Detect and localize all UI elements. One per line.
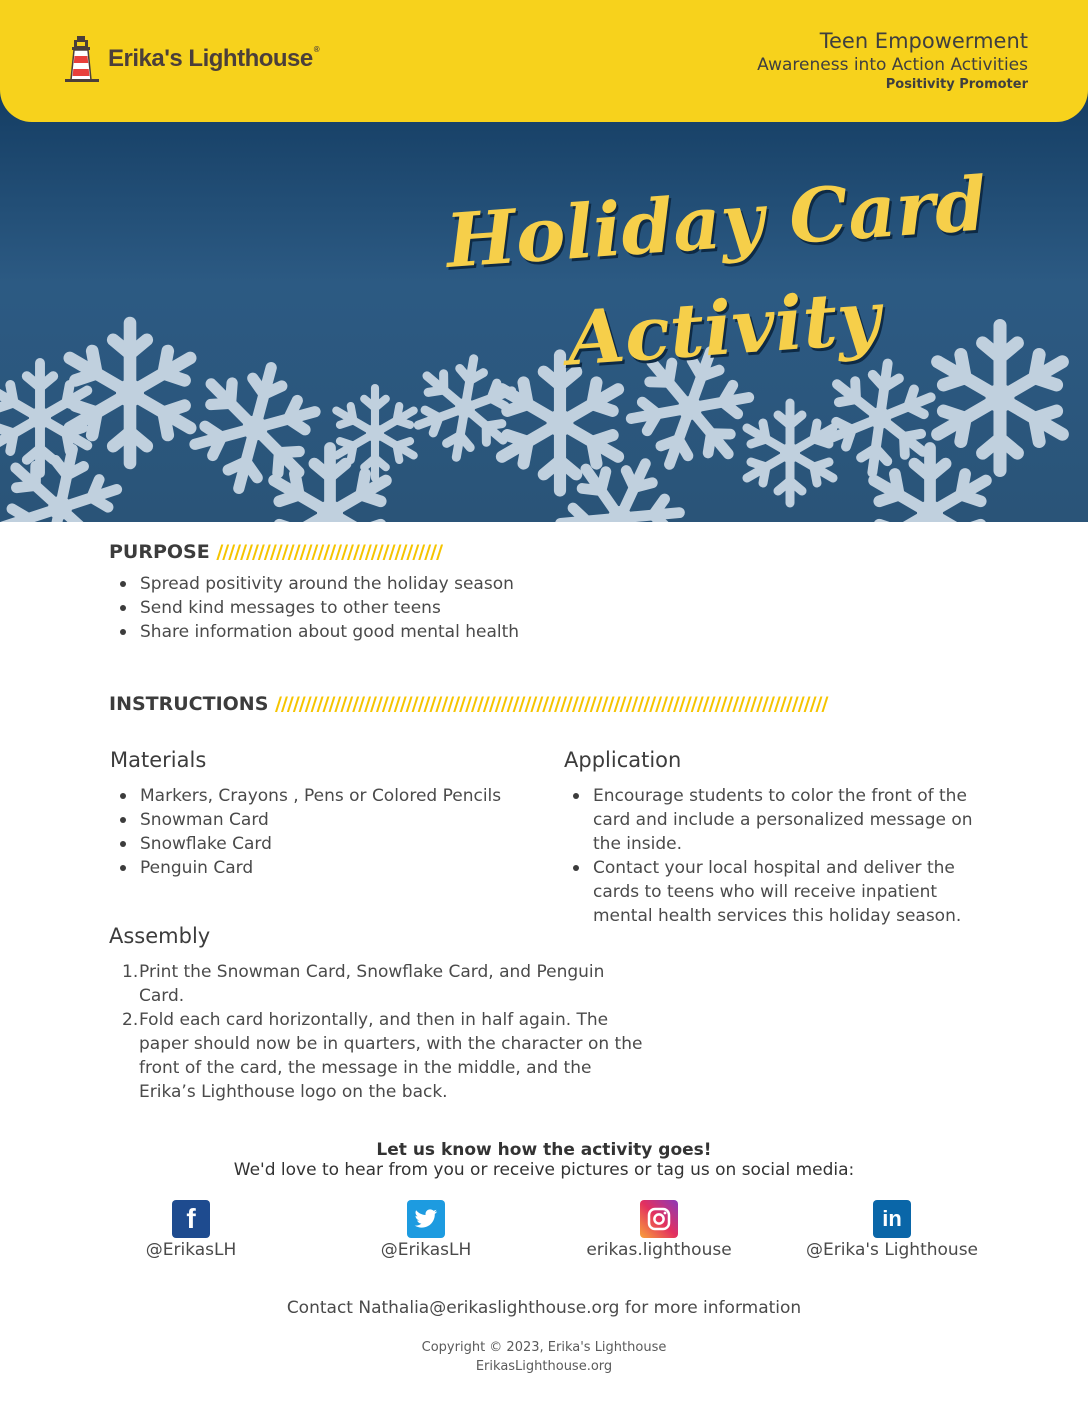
- cta-heading: Let us know how the activity goes!: [376, 1140, 712, 1160]
- call-to-action: [0, 1140, 1088, 1180]
- linkedin-icon[interactable]: in: [873, 1200, 911, 1238]
- header-subtitle: Awareness into Action Activities: [757, 55, 1028, 75]
- social-instagram[interactable]: [539, 1200, 779, 1260]
- copyright-block: [0, 1338, 1088, 1376]
- assembly-heading: Assembly: [109, 924, 211, 948]
- twitter-icon[interactable]: [407, 1200, 445, 1238]
- instructions-slash-rule: /////////////////////////////////////////////////////////////////////////////////////////////: [275, 693, 828, 715]
- instagram-icon[interactable]: [640, 1200, 678, 1238]
- list-item: Penguin Card: [110, 856, 530, 880]
- list-item: 1. Print the Snowman Card, Snowflake Card, and Penguin Card.: [122, 962, 605, 1006]
- hero-title: [433, 151, 1006, 402]
- header-title: Teen Empowerment: [819, 29, 1028, 53]
- website-link[interactable]: ErikasLighthouse.org: [475, 1359, 613, 1374]
- social-handle[interactable]: @ErikasLH: [145, 1240, 237, 1260]
- purpose-heading: [109, 541, 539, 563]
- header-tag: Positivity Promoter: [885, 77, 1028, 92]
- application-list: [563, 784, 988, 928]
- lighthouse-icon: [62, 34, 102, 84]
- list-item: Share information about good mental health: [110, 620, 519, 644]
- materials-heading: Materials: [110, 748, 207, 772]
- social-handle[interactable]: @ErikasLH: [380, 1240, 472, 1260]
- list-item: Snowman Card: [110, 808, 530, 832]
- contact-line: [0, 1298, 1088, 1318]
- list-item: Markers, Crayons , Pens or Colored Pencils: [110, 784, 530, 808]
- social-facebook[interactable]: [71, 1200, 311, 1260]
- hero-title-line2: Activity: [564, 275, 883, 383]
- social-twitter[interactable]: [306, 1200, 546, 1260]
- list-item: Snowflake Card: [110, 832, 530, 856]
- erikas-lighthouse-logo: Erika's Lighthouse®: [62, 34, 319, 84]
- list-item-text: Fold each card horizontally, and then in half again. The paper should now be in quarters, with the character on the front of the card, the message in the middle, and the Erika’s Lighthouse logo on the back.: [139, 1010, 643, 1102]
- hero-banner: [0, 88, 1088, 522]
- social-handle[interactable]: erikas.lighthouse: [586, 1240, 732, 1260]
- purpose-list: [110, 572, 519, 644]
- copyright-text: Copyright © 2023, Erika's Lighthouse: [421, 1340, 667, 1355]
- assembly-list: [109, 960, 649, 1104]
- hero-title-line1: Holiday Card: [443, 161, 990, 285]
- page-header: [0, 0, 1088, 122]
- contact-text[interactable]: Contact Nathalia@erikaslighthouse.org for more information: [286, 1298, 802, 1318]
- list-item-text: Print the Snowman Card, Snowflake Card, and Penguin Card.: [139, 962, 605, 1006]
- social-handle[interactable]: @Erika's Lighthouse: [805, 1240, 979, 1260]
- facebook-icon[interactable]: f: [172, 1200, 210, 1238]
- instructions-heading: [109, 693, 985, 715]
- list-item: 2. Fold each card horizontally, and then in half again. The paper should now be in quarters, with the character on the front of the card, the message in the middle, and the Erika’s Lighthouse logo on the back.: [122, 1010, 643, 1102]
- logo-text: Erika's Lighthouse: [108, 45, 313, 72]
- purpose-heading-text: PURPOSE: [109, 541, 210, 563]
- instructions-heading-text: INSTRUCTIONS: [109, 693, 269, 715]
- purpose-slash-rule: //////////////////////////////////////: [216, 541, 443, 563]
- cta-text: We'd love to hear from you or receive pictures or tag us on social media:: [233, 1160, 855, 1180]
- list-item: Send kind messages to other teens: [110, 596, 519, 620]
- application-heading: Application: [564, 748, 682, 772]
- materials-list: [110, 784, 530, 880]
- list-item: Spread positivity around the holiday season: [110, 572, 519, 596]
- list-item: Encourage students to color the front of the card and include a personalized message on the inside.: [563, 784, 988, 856]
- list-item: Contact your local hospital and deliver the cards to teens who will receive inpatient mental health services this holiday season.: [563, 856, 988, 928]
- social-linkedin[interactable]: [772, 1200, 1012, 1260]
